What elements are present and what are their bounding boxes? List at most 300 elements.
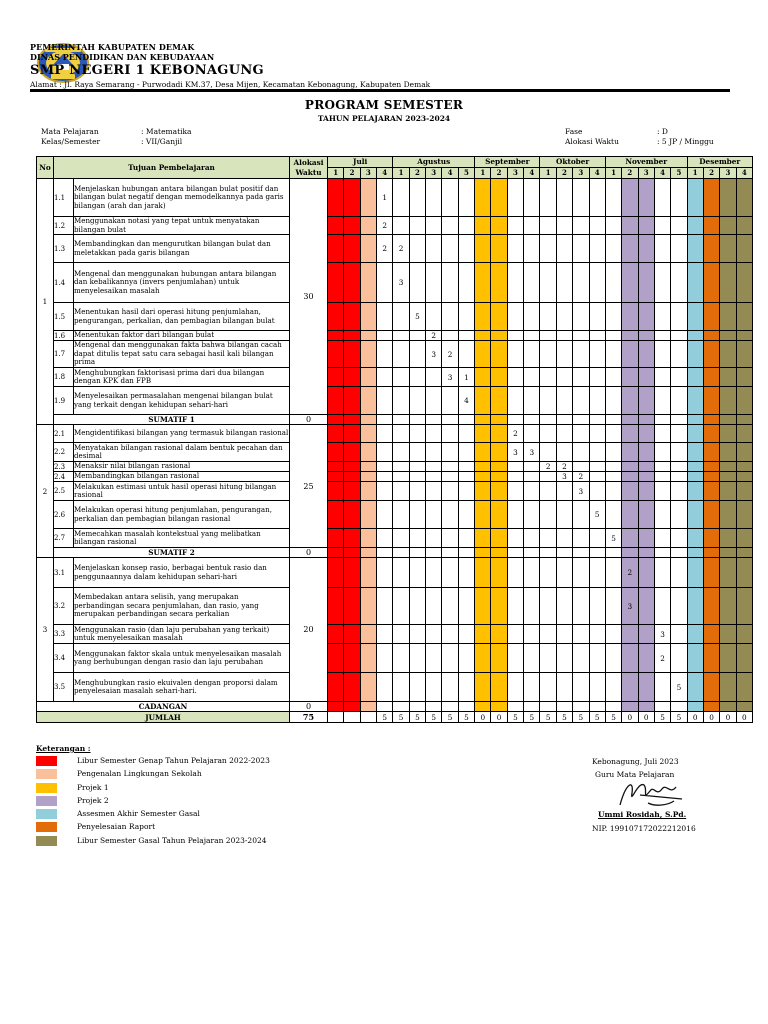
tp-row — [37, 462, 753, 472]
sumatif-label: SUMATIF 1 — [54, 415, 290, 425]
week-cell — [638, 558, 654, 588]
week-cell — [360, 331, 376, 341]
week-cell — [458, 425, 474, 443]
week-cell — [654, 501, 670, 529]
week-cell — [377, 548, 393, 558]
week-cell — [540, 548, 556, 558]
week-cell — [573, 443, 589, 462]
week-cell — [328, 644, 344, 673]
legend-item — [36, 795, 109, 808]
week-cell — [507, 472, 523, 482]
week-cell — [491, 179, 507, 217]
week-cell — [622, 179, 638, 217]
week-cell — [442, 588, 458, 625]
tp-row — [37, 387, 753, 415]
week-cell — [654, 472, 670, 482]
week-cell — [654, 673, 670, 702]
week-header: 4 — [589, 168, 605, 179]
kelas-label: Kelas/Semester — [41, 137, 101, 146]
week-cell — [426, 548, 442, 558]
week-cell — [703, 368, 719, 387]
tp-text: Menyatakan bilangan rasional dalam bentuk pecahan dan desimal — [74, 443, 290, 462]
week-cell — [344, 303, 360, 331]
week-cell — [458, 235, 474, 263]
legend-item — [36, 821, 156, 834]
week-cell — [687, 482, 703, 501]
tp-text: Menyelesaikan permasalahan mengenai bilangan bulat yang terkait dengan kehidupan sehari-hari — [74, 387, 290, 415]
week-cell — [409, 558, 425, 588]
week-cell — [605, 558, 621, 588]
week-header: 2 — [344, 168, 360, 179]
week-cell — [360, 368, 376, 387]
week-cell — [409, 217, 425, 235]
tp-row — [37, 263, 753, 303]
week-cell — [736, 588, 752, 625]
alokasi-label: Alokasi Waktu — [565, 137, 619, 146]
tp-text: Menentukan faktor dari bilangan bulat — [74, 331, 290, 341]
week-cell — [377, 368, 393, 387]
week-cell — [393, 425, 409, 443]
week-cell — [377, 425, 393, 443]
week-cell — [703, 558, 719, 588]
week-cell — [491, 263, 507, 303]
tp-row — [37, 235, 753, 263]
week-cell — [638, 387, 654, 415]
week-cell — [687, 179, 703, 217]
week-cell — [589, 529, 605, 548]
tp-row — [37, 625, 753, 644]
week-cell — [556, 558, 572, 588]
week-cell — [524, 472, 540, 482]
legend-title: Keterangan : — [36, 744, 91, 753]
week-cell — [475, 472, 491, 482]
week-cell — [442, 702, 458, 712]
week-cell — [491, 501, 507, 529]
week-cell — [426, 303, 442, 331]
jumlah-cell: 0 — [491, 712, 507, 723]
week-cell — [654, 341, 670, 368]
legend-swatch — [36, 836, 57, 846]
week-cell — [393, 625, 409, 644]
week-cell — [589, 702, 605, 712]
week-cell — [622, 425, 638, 443]
week-cell: 2 — [556, 462, 572, 472]
week-cell — [638, 501, 654, 529]
legend-item — [36, 768, 202, 781]
week-cell — [605, 625, 621, 644]
week-cell — [507, 179, 523, 217]
week-cell — [393, 341, 409, 368]
week-cell — [654, 303, 670, 331]
tp-text: Menaksir nilai bilangan rasional — [74, 462, 290, 472]
week-cell — [622, 673, 638, 702]
week-cell — [360, 625, 376, 644]
week-cell — [638, 673, 654, 702]
week-cell — [638, 472, 654, 482]
week-cell — [573, 702, 589, 712]
week-cell — [393, 673, 409, 702]
week-cell — [589, 625, 605, 644]
week-cell — [409, 443, 425, 462]
week-cell — [475, 625, 491, 644]
week-cell — [720, 472, 736, 482]
week-cell — [426, 482, 442, 501]
tp-number: 3.5 — [54, 673, 74, 702]
week-cell — [687, 529, 703, 548]
week-cell — [328, 558, 344, 588]
week-cell — [360, 217, 376, 235]
week-cell — [573, 644, 589, 673]
week-cell — [409, 625, 425, 644]
week-cell — [622, 501, 638, 529]
legend-swatch — [36, 756, 57, 766]
week-cell — [507, 529, 523, 548]
jumlah-cell — [328, 712, 344, 723]
week-cell: 3 — [622, 588, 638, 625]
week-cell — [703, 235, 719, 263]
week-cell — [360, 558, 376, 588]
week-cell — [605, 548, 621, 558]
week-cell — [720, 217, 736, 235]
jumlah-cell: 0 — [703, 712, 719, 723]
week-cell — [491, 588, 507, 625]
week-cell — [344, 415, 360, 425]
month-header: Agustus — [393, 157, 475, 168]
tp-number: 1.1 — [54, 179, 74, 217]
week-cell — [524, 303, 540, 331]
week-cell — [605, 462, 621, 472]
week-cell — [687, 263, 703, 303]
week-cell — [736, 341, 752, 368]
week-cell — [687, 462, 703, 472]
week-cell — [671, 588, 687, 625]
week-cell — [720, 443, 736, 462]
tp-text: Mengenal dan menggunakan hubungan antara bilangan dan kebalikannya (invers penjumlahan) untuk menyelesaikan masalah — [74, 263, 290, 303]
school-name: SMP NEGERI 1 KEBONAGUNG — [30, 63, 264, 78]
week-cell — [475, 217, 491, 235]
jumlah-cell — [360, 712, 376, 723]
week-cell — [736, 501, 752, 529]
week-cell — [687, 235, 703, 263]
week-cell — [377, 644, 393, 673]
week-cell — [524, 702, 540, 712]
legend-swatch — [36, 769, 57, 779]
tp-number: 3.3 — [54, 625, 74, 644]
week-cell — [556, 588, 572, 625]
tp-number: 3.2 — [54, 588, 74, 625]
week-cell — [442, 558, 458, 588]
program-semester-table — [36, 156, 753, 723]
week-cell — [720, 415, 736, 425]
tp-number: 1.8 — [54, 368, 74, 387]
week-cell — [605, 263, 621, 303]
week-cell — [491, 387, 507, 415]
week-cell — [622, 235, 638, 263]
week-cell — [458, 558, 474, 588]
week-cell — [328, 179, 344, 217]
week-cell — [344, 529, 360, 548]
kelas-value: : VII/Ganjil — [141, 137, 183, 146]
week-cell — [442, 217, 458, 235]
week-cell — [605, 673, 621, 702]
tp-text: Menghubungkan rasio ekuivalen dengan proporsi dalam penyelesaian masalah sehari-hari. — [74, 673, 290, 702]
week-cell — [605, 702, 621, 712]
week-cell — [589, 303, 605, 331]
week-cell — [720, 625, 736, 644]
week-cell — [442, 501, 458, 529]
col-aw-header: Alokasi Waktu — [290, 157, 328, 179]
week-cell — [720, 387, 736, 415]
week-cell — [573, 501, 589, 529]
col-no-header: No — [37, 157, 54, 179]
week-cell — [605, 425, 621, 443]
week-cell — [360, 303, 376, 331]
week-cell — [687, 625, 703, 644]
week-cell — [638, 462, 654, 472]
week-cell — [491, 425, 507, 443]
week-cell — [377, 263, 393, 303]
week-cell — [524, 462, 540, 472]
week-header: 4 — [524, 168, 540, 179]
week-cell — [524, 425, 540, 443]
week-cell: 2 — [654, 644, 670, 673]
week-cell — [556, 415, 572, 425]
week-cell — [638, 179, 654, 217]
week-cell — [377, 341, 393, 368]
meta-right — [565, 127, 714, 147]
week-cell — [703, 179, 719, 217]
week-cell — [507, 588, 523, 625]
week-cell — [426, 217, 442, 235]
week-cell — [556, 341, 572, 368]
week-cell — [491, 368, 507, 387]
week-cell — [687, 341, 703, 368]
week-cell — [671, 425, 687, 443]
legend-item — [36, 808, 200, 821]
tp-row — [37, 472, 753, 482]
week-cell — [573, 529, 589, 548]
week-cell — [328, 415, 344, 425]
week-cell — [393, 482, 409, 501]
week-cell — [393, 368, 409, 387]
week-cell — [573, 548, 589, 558]
week-cell — [458, 625, 474, 644]
week-cell — [458, 472, 474, 482]
week-cell — [703, 501, 719, 529]
week-cell: 3 — [524, 443, 540, 462]
week-cell — [736, 644, 752, 673]
week-cell: 3 — [654, 625, 670, 644]
tp-row — [37, 529, 753, 548]
week-cell — [720, 702, 736, 712]
week-cell — [540, 235, 556, 263]
week-cell — [589, 425, 605, 443]
week-cell: 5 — [409, 303, 425, 331]
week-cell — [409, 673, 425, 702]
week-cell: 5 — [589, 501, 605, 529]
week-cell — [458, 588, 474, 625]
week-cell — [622, 387, 638, 415]
week-cell — [524, 529, 540, 548]
week-cell — [654, 425, 670, 443]
week-cell — [360, 644, 376, 673]
week-cell — [671, 217, 687, 235]
cadangan-label: CADANGAN — [37, 702, 290, 712]
week-cell — [736, 263, 752, 303]
week-cell — [605, 443, 621, 462]
week-cell — [589, 415, 605, 425]
jumlah-cell: 5 — [540, 712, 556, 723]
week-cell — [703, 548, 719, 558]
week-cell — [589, 217, 605, 235]
week-cell — [540, 331, 556, 341]
week-cell — [442, 482, 458, 501]
week-cell — [475, 387, 491, 415]
week-cell — [703, 472, 719, 482]
week-cell: 4 — [458, 387, 474, 415]
week-cell — [328, 673, 344, 702]
legend-swatch — [36, 809, 57, 819]
week-cell — [328, 501, 344, 529]
week-cell — [475, 558, 491, 588]
week-cell — [671, 179, 687, 217]
week-cell — [589, 673, 605, 702]
week-cell — [377, 415, 393, 425]
week-cell — [654, 415, 670, 425]
week-cell — [344, 217, 360, 235]
week-cell — [409, 415, 425, 425]
week-cell — [377, 303, 393, 331]
week-cell — [426, 673, 442, 702]
week-cell — [540, 341, 556, 368]
week-cell — [540, 558, 556, 588]
week-cell — [736, 673, 752, 702]
week-cell — [475, 644, 491, 673]
week-cell — [703, 415, 719, 425]
week-cell — [475, 368, 491, 387]
week-cell — [605, 644, 621, 673]
week-cell — [377, 331, 393, 341]
week-cell — [507, 673, 523, 702]
week-cell — [360, 529, 376, 548]
week-cell — [687, 558, 703, 588]
week-cell: 2 — [426, 331, 442, 341]
tp-text: Mengidentifikasi bilangan yang termasuk bilangan rasional — [74, 425, 290, 443]
week-cell — [671, 702, 687, 712]
week-cell — [589, 179, 605, 217]
week-cell — [491, 702, 507, 712]
week-cell — [589, 235, 605, 263]
week-cell — [622, 482, 638, 501]
week-cell — [377, 462, 393, 472]
week-cell — [540, 263, 556, 303]
week-cell — [458, 673, 474, 702]
tp-text: Menggunakan faktor skala untuk menyelesaikan masalah yang berhubungan dengan rasio dan laju perubahan — [74, 644, 290, 673]
tp-text: Melakukan estimasi untuk hasil operasi hitung bilangan rasional — [74, 482, 290, 501]
tp-text: Menjelaskan hubungan antara bilangan bulat positif dan bilangan bulat negatif dengan memodelkannya pada garis bilangan (arah dan jarak) — [74, 179, 290, 217]
week-cell — [671, 368, 687, 387]
week-cell — [654, 482, 670, 501]
week-cell: 2 — [540, 462, 556, 472]
week-cell — [556, 387, 572, 415]
week-cell — [638, 331, 654, 341]
week-cell — [703, 387, 719, 415]
week-header: 3 — [360, 168, 376, 179]
week-cell — [654, 558, 670, 588]
week-cell — [736, 702, 752, 712]
week-cell — [475, 673, 491, 702]
week-cell — [573, 368, 589, 387]
week-cell — [654, 387, 670, 415]
week-cell — [475, 303, 491, 331]
tp-number: 2.5 — [54, 482, 74, 501]
week-cell — [409, 588, 425, 625]
week-cell — [360, 263, 376, 303]
week-cell — [736, 179, 752, 217]
week-cell — [458, 415, 474, 425]
week-cell — [671, 501, 687, 529]
week-cell — [360, 548, 376, 558]
week-cell — [638, 368, 654, 387]
week-cell — [605, 235, 621, 263]
week-cell — [393, 548, 409, 558]
week-cell — [638, 548, 654, 558]
week-cell — [605, 179, 621, 217]
week-cell — [736, 387, 752, 415]
week-cell — [654, 263, 670, 303]
week-cell — [671, 644, 687, 673]
week-cell — [540, 368, 556, 387]
week-cell — [687, 387, 703, 415]
week-cell — [671, 387, 687, 415]
week-cell — [556, 331, 572, 341]
week-cell — [736, 368, 752, 387]
week-cell — [524, 217, 540, 235]
week-cell — [360, 472, 376, 482]
week-cell — [605, 331, 621, 341]
week-cell — [720, 263, 736, 303]
week-cell — [507, 368, 523, 387]
week-cell — [507, 387, 523, 415]
week-header: 1 — [687, 168, 703, 179]
week-cell: 5 — [671, 673, 687, 702]
week-cell — [360, 415, 376, 425]
week-cell — [360, 673, 376, 702]
week-cell — [736, 462, 752, 472]
week-cell — [654, 179, 670, 217]
week-header: 5 — [458, 168, 474, 179]
legend — [36, 744, 270, 848]
week-cell — [573, 263, 589, 303]
week-cell — [524, 558, 540, 588]
week-cell — [409, 263, 425, 303]
tp-text: Menggunakan notasi yang tepat untuk menyatakan bilangan bulat — [74, 217, 290, 235]
jumlah-row — [37, 712, 753, 723]
week-cell — [524, 673, 540, 702]
week-cell — [458, 263, 474, 303]
week-cell — [605, 303, 621, 331]
week-cell — [524, 235, 540, 263]
week-cell — [589, 462, 605, 472]
week-cell — [622, 331, 638, 341]
week-cell — [589, 263, 605, 303]
week-cell — [540, 387, 556, 415]
jumlah-cell: 5 — [573, 712, 589, 723]
mapel-value: : Matematika — [141, 127, 192, 136]
week-cell — [393, 644, 409, 673]
week-cell — [605, 368, 621, 387]
week-cell — [507, 263, 523, 303]
